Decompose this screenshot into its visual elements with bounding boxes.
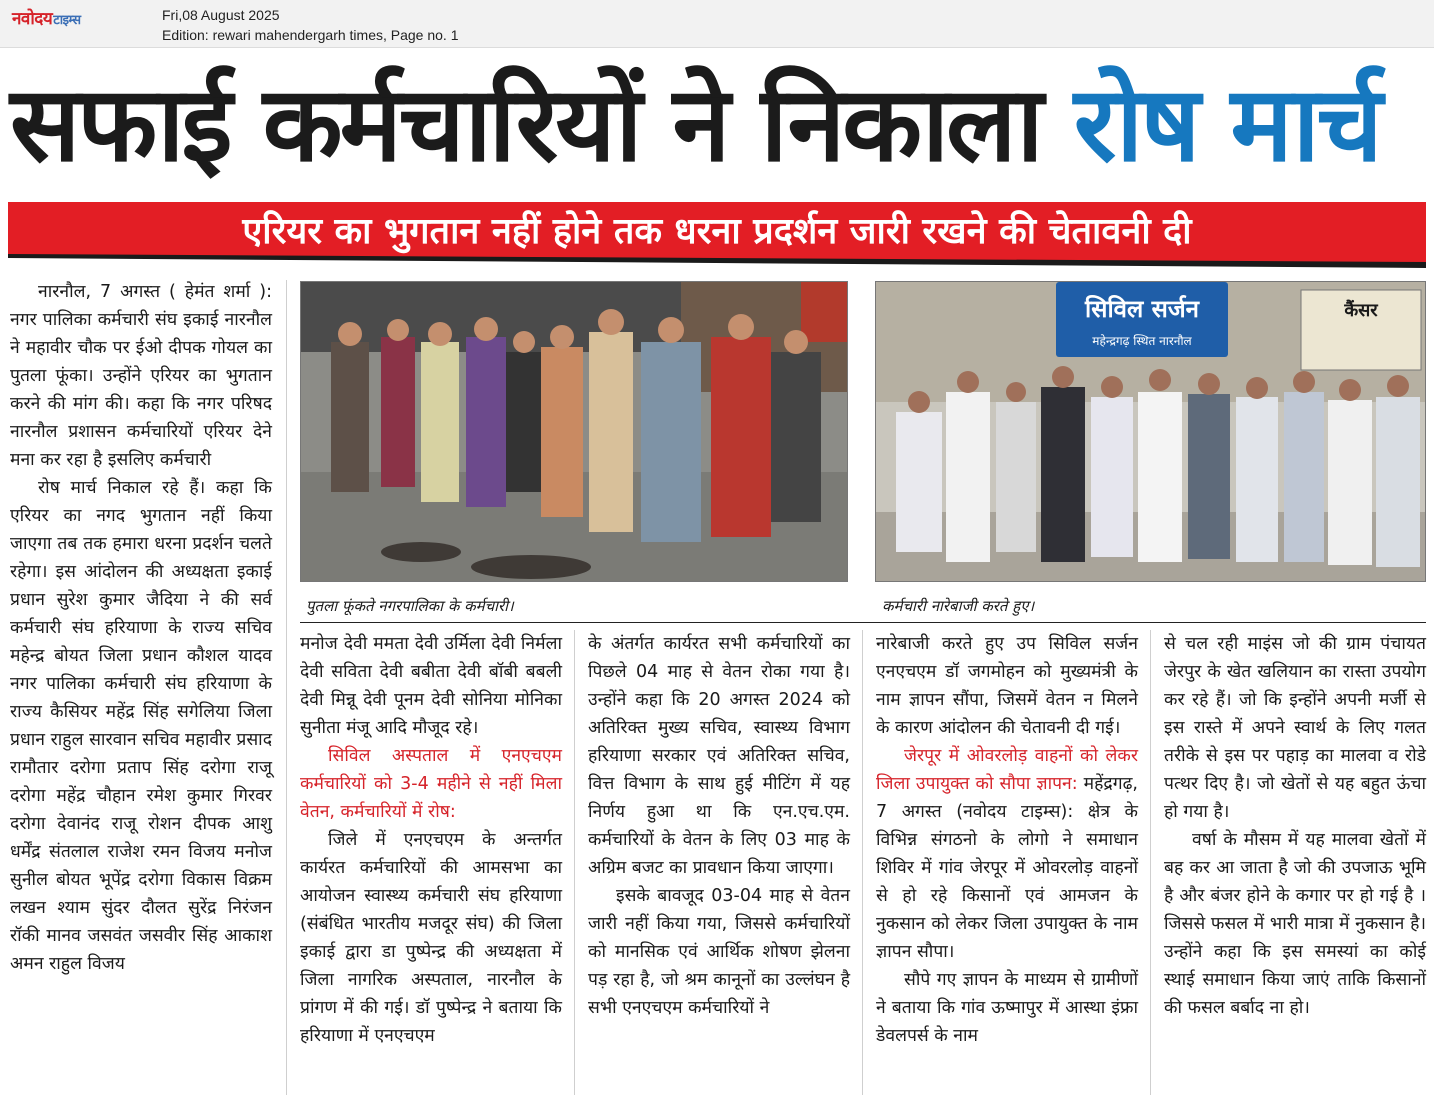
column-divider [286, 280, 287, 1095]
edition-info [162, 5, 459, 45]
photo-nhm-protest [875, 281, 1426, 582]
paragraph: नारनौल, 7 अगस्त ( हेमंत शर्मा ): नगर पालिका कर्मचारी संघ इकाई नारनौल ने महावीर चौक पर ईओ दीपक गोयल का पुतला फूंका। उन्होंने एरियर का भुगतान करने की मांग की। कहा कि नगर परिषद नारनौल प्रशासन कर्मचारियों एरियर देने मना कर रहा है इसलिए कर्मचारी [10, 282, 272, 470]
sign-subtitle: महेन्द्रगढ़ स्थित नारनौल [1092, 334, 1192, 348]
poster-title: कैंसर [1344, 300, 1378, 321]
edition-date: Fri,08 August 2025 [162, 7, 280, 23]
subhead-jerpur: जेरपूर में ओवरलोड़ वाहनों को लेकर जिला उपायुक्त को सौपा ज्ञापन: [876, 746, 1138, 794]
paragraph: के अंतर्गत कार्यरत सभी कर्मचारियों का पिछले 04 माह से वेतन रोका गया है। उन्होंने कहा कि 20 अगस्त 2024 को अतिरिक्त मुख्य सचिव, स्वास्थ्य विभाग हरियाणा सरकार एवं अतिरिक्त सचिव, वित्त विभाग के साथ हुई मीटिंग में यह निर्णय हुआ था कि एन.एच.एम. कर्मचारियों के वेतन के लिए 03 माह के अग्रिम बजट का प्रावधान किया जाएगा। [588, 634, 850, 878]
photo-caption-right: कर्मचारी नारेबाजी करते हुए। [882, 597, 1035, 615]
masthead-bar [0, 0, 1434, 48]
hospital-protest-image [876, 282, 1426, 582]
article-column-1 [10, 278, 272, 1100]
photo-caption-left: पुतला फूंकते नगरपालिका के कर्मचारी। [306, 597, 514, 615]
sign-title: सिविल सर्जन [1085, 295, 1199, 323]
subhead-nhm: सिविल अस्पताल में एनएचएम कर्मचारियों को 3-4 महीने से नहीं मिला वेतन, कर्मचारियों में रोष: [300, 746, 562, 822]
column-divider [574, 630, 575, 1095]
paragraph: वर्षा के मौसम में यह मालवा खेतों में बह कर आ जाता है जो की उपजाऊ भूमि है और बंजर होने के कगार पर हो गई है । जिससे फसल में भारी मात्रा में नुकसान है। उन्होंने कहा कि इस समस्यां का कोई स्थाई समाधान किया जाएं ताकि किसानों की फसल बर्बाद ना हो। [1164, 830, 1426, 1018]
edition-name: Edition: rewari mahendergarh times, Page no. 1 [162, 27, 459, 43]
article-column-4 [876, 630, 1138, 1100]
subheading-band [8, 202, 1426, 268]
logo-main: नवोदय [12, 9, 53, 29]
protest-crowd-image [301, 282, 848, 582]
article-column-5 [1164, 630, 1426, 1100]
caption-rule [300, 622, 1426, 623]
logo-sub: टाइम्स [53, 13, 81, 28]
photo-effigy-burning [300, 281, 848, 582]
paragraph: सौपे गए ज्ञापन के माध्यम से ग्रामीणों ने बताया कि गांव ऊष्मापुर में आस्था इंफ्रा डेवलपर्स के नाम [876, 970, 1138, 1046]
newspaper-logo[interactable] [12, 6, 81, 29]
headline-highlight: रोष मार्च [1073, 63, 1380, 185]
column-divider [1150, 630, 1151, 1095]
headline-main: सफाई कर्मचारियों ने निकाला [10, 63, 1074, 185]
paragraph: रोष मार्च निकाल रहे हैं। कहा कि एरियर का नगद भुगतान नहीं किया जाएगा तब तक हमारा धरना प्रदर्शन चलते रहेगा। इस आंदोलन की अध्यक्षता इकाई प्रधान सुरेश कुमार जैदिया ने की सर्व कर्मचारी संघ हरियाणा के राज्य सचिव महेन्द्र बोयत जिला प्रधान कौशल यादव नगर पालिका कर्मचारी संघ हरियाणा के राज्य कैसियर महेंद्र सिंह सगेलिया जिला प्रधान राहुल सारवान सचिव महावीर प्रसाद रामौतार दरोगा प्रताप सिंह दरोगा राजू दरोगा महेंद्र चौहान रमेश कुमार गिरवर दरोगा देवानंद राजू रोशन दीपक आशु धर्मेंद्र संतलाल राजेश रमन विजय मनोज सुनील बोयत भूपेंद्र दरोगा विकास विक्रम लखन श्याम सुंदर दौलत सुरेंद्र निरंजन रॉकी मानव जसवंत जसवीर सिंह आकाश अमन राहुल विजय [10, 478, 272, 974]
paragraph-inline: महेंद्रगढ़, 7 अगस्त (नवोदय टाइम्स): क्षेत्र के विभिन्न संगठनो के लोगो ने समाधान शिविर में गांव जेरपूर में ओवरलोड़ वाहनों से हो रहे किसानों एवं आमजन के नुकसान को लेकर जिला उपायुक्त के नाम ज्ञापन सौपा। [876, 774, 1138, 962]
paragraph: जिले में एनएचएम के अन्तर्गत कार्यरत कर्मचारियों की आमसभा का आयोजन स्वास्थ्य कर्मचारी संघ हरियाणा (संबंधित भारतीय मजदूर संघ) की जिला इकाई द्वारा डा पुष्पेन्द्र की अध्यक्षता में जिला नागरिक अस्पताल, नारनौल के प्रांगण में की गई। डॉ पुष्पेन्द्र ने बताया कि हरियाणा में एनएचएम [300, 830, 562, 1046]
paragraph: से चल रही माइंस जो की ग्राम पंचायत जेरपुर के खेत खलियान का रास्ता उपयोग कर रहे हैं। जो कि इन्होंने अपनी मर्जी से इस रास्ते में अपने स्वार्थ के लिए गलत तरीके से इस पर पहाड़ का मालवा व रोडे पत्थर दिए है। जो खेतों से यह बहुत ऊंचा हो गया है। [1164, 634, 1426, 822]
headline [10, 56, 1430, 192]
paragraph: इसके बावजूद 03-04 माह से वेतन जारी नहीं किया गया, जिससे कर्मचारियों को मानसिक एवं आर्थिक शोषण झेलना पड़ रहा है, जो श्रम कानूनों का उल्लंघन है सभी एनएचएम कर्मचारियों ने [588, 886, 850, 1018]
article-column-2 [300, 630, 562, 1100]
article-column-3 [588, 630, 850, 1100]
column-divider [862, 630, 863, 1095]
paragraph: नारेबाजी करते हुए उप सिविल सर्जन एनएचएम डॉ जगमोहन को मुख्यमंत्री के नाम ज्ञापन सौंपा, जिसमें वेतन न मिलने के कारण आंदोलन की चेतावनी दी गई। [876, 634, 1138, 738]
paragraph: मनोज देवी ममता देवी उर्मिला देवी निर्मला देवी सविता देवी बबीता देवी बॉबी बबली देवी मिन्नू देवी पूनम देवी सोनिया मोनिका सुनीता मंजू आदि मौजूद रहे। [300, 634, 562, 738]
subheading-text: एरियर का भुगतान नहीं होने तक धरना प्रदर्शन जारी रखने की चेतावनी दी [242, 211, 1192, 252]
